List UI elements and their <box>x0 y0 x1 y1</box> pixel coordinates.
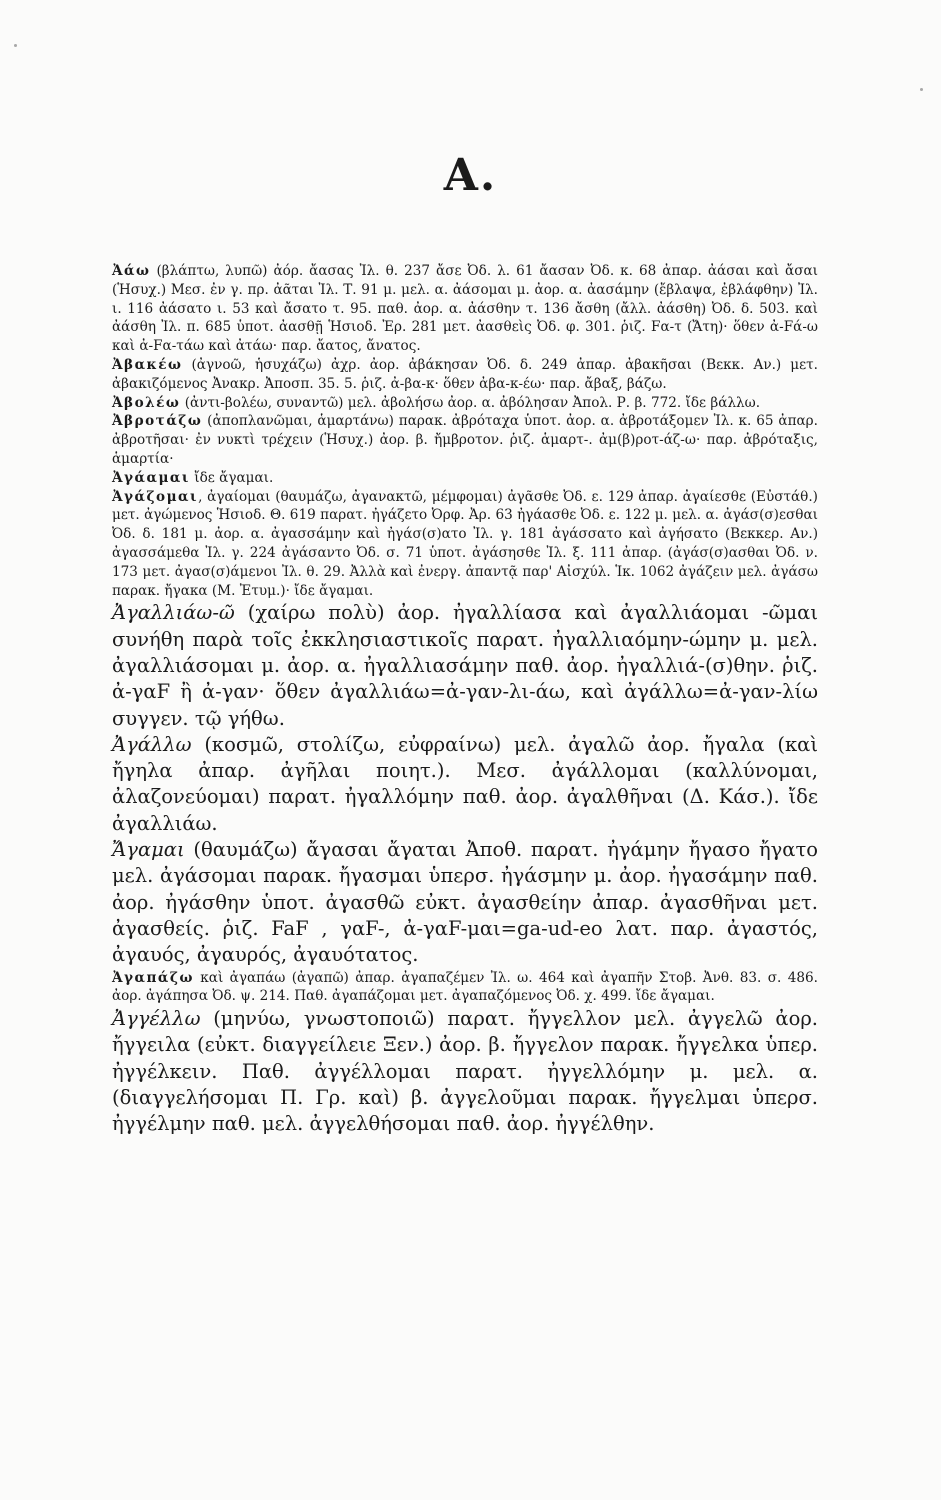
entry-headword: Ἀάω <box>112 263 151 279</box>
entry-definition: (χαίρω πολὺ) ἀορ. ἠγαλλίασα καὶ ἀγαλλιάομαι -ῶμαι συνήθη παρὰ τοῖς ἐκκλησιαστικοῖς παρατ. ἠγαλλιαόμην-ώμην μ. μελ. ἀγαλλιάσομαι μ. ἀορ. α. ἠγαλλιασάμην παθ. ἀορ. ἠγαλλιά-(σ)θην. ῥιζ. ἀ-γαF ἢ ἀ-γαν· ὅθεν ἀγαλλιάω=ἀ-γαν-λι-άω, καὶ ἀγάλλω=ἀ-γαν-λίω συγγεν. τῷ γήθω. <box>112 601 818 730</box>
entry-definition: καὶ ἀγαπάω (ἀγαπῶ) ἀπαρ. ἀγαπαζέμεν Ἰλ. ω. 464 καὶ ἀγαπῆν Στοβ. Ἀνθ. 83. σ. 486. ἀορ. ἀγάπησα Ὀδ. ψ. 214. Παθ. ἀγαπάζομαι μετ. ἀγαπαζόμενος Ὀδ. χ. 499. ἴδε ἄγαμαι. <box>112 969 818 1005</box>
entry-definition: ἴδε ἄγαμαι. <box>189 469 274 486</box>
entries-group-large-2 <box>112 1006 818 1137</box>
dictionary-entry <box>112 412 818 468</box>
entry-headword: Ἀγγέλλω <box>112 1007 201 1031</box>
entries-group-large-1 <box>112 600 818 968</box>
section-letter-heading: A. <box>443 150 498 201</box>
entry-definition: (ἀγνοῶ, ἡσυχάζω) ἀχρ. ἀορ. ἀβάκησαν Ὀδ. δ. 249 ἀπαρ. ἀβακῆσαι (Βεκκ. Αν.) μετ. ἀβακιζόμενος Ἀνακρ. Ἀποσπ. 35. 5. ῥιζ. ἀ-βα-κ· ὅθεν ἀβα-κ-έω· παρ. ἄβαξ, βάζω. <box>112 356 818 392</box>
entry-headword: Ἀβολέω <box>112 394 181 411</box>
dictionary-entry <box>112 488 818 601</box>
dictionary-entry <box>112 469 818 488</box>
entry-definition: , ἀγαίομαι (θαυμάζω, ἀγανακτῶ, μέμφομαι) ἀγᾶσθε Ὀδ. ε. 129 ἀπαρ. ἀγαίεσθε (Εὐστάθ.) μετ. ἀγώμενος Ἡσιοδ. Θ. 619 παρατ. ἠγάζετο Ὀρφ. Ἀρ. 63 ἠγάασθε Ὀδ. ε. 122 μ. μελ. α. ἀγάσ(σ)εσθαι Ὀδ. δ. 181 μ. ἀορ. α. ἀγασσάμην καὶ ἠγάσ(σ)ατο Ἰλ. γ. 181 ἀγάσσατο καὶ ἀγήσατο (Βεκκερ. Αν.) ἀγασσάμεθα Ἰλ. γ. 224 ἀγάσαντο Ὀδ. σ. 71 ὑποτ. ἀγάσησθε Ἰλ. ξ. 111 ἀπαρ. (ἀγάσ(σ)ασθαι Ὀδ. ν. 173 μετ. ἀγασ(σ)άμενοι Ἰλ. θ. 29. Ἀλλὰ καὶ ἐνεργ. ἀπαντᾷ παρ' Αἰσχύλ. Ἱκ. 1062 ἀγάζειν μελ. ἀγάσω παρακ. ἤγακα (Μ. Ἐτυμ.)· ἴδε ἄγαμαι. <box>112 488 818 599</box>
entries-group-small-1 <box>112 262 818 600</box>
entry-definition: (ἀντι-βολέω, συναντῶ) μελ. ἀβολήσω ἀορ. α. ἀβόλησαν Ἀπολ. Ρ. β. 772. ἴδε βάλλω. <box>180 394 761 411</box>
entry-headword: Ἀγάλλω <box>112 732 192 756</box>
dictionary-entry <box>112 969 818 1007</box>
dictionary-entry <box>112 837 818 968</box>
entry-definition: (ἀποπλανῶμαι, ἁμαρτάνω) παρακ. ἀβρόταχα ὑποτ. ἀορ. α. ἀβροτάξομεν Ἰλ. κ. 65 ἀπαρ. ἀβροτῆσαι· ἐν νυκτὶ τρέχειν (Ἡσυχ.) ἀορ. β. ἤμβροτον. ῥιζ. ἁμαρτ-. ἀμ(β)ροτ-άζ-ω· παρ. ἀβρόταξις, ἁμαρτία· <box>112 413 818 467</box>
dictionary-entry <box>112 262 818 356</box>
scan-speck <box>920 88 923 91</box>
dictionary-entry <box>112 356 818 394</box>
entry-headword: Ἀγαλλιάω-ῶ <box>112 601 235 625</box>
entry-headword: Ἀγαπάζω <box>112 969 194 986</box>
scan-speck <box>14 44 17 47</box>
entry-definition: (θαυμάζω) ἄγασαι ἄγαται Ἀποθ. παρατ. ἠγάμην ἤγασο ἤγατο μελ. ἀγάσομαι παρακ. ἤγασμαι ὑπερσ. ἠγάσμην μ. ἀορ. ἠγασάμην παθ. ἀορ. ἠγάσθην ὑποτ. ἀγασθῶ εὐκτ. ἀγασθείην ἀπαρ. ἀγασθῆναι μετ. ἀγασθείς. ῥιζ. FaF , γαF-, ἀ-γαF-μαι=ga-ud-eo λατ. παρ. ἀγαστός, ἀγαυός, ἀγαυρός, ἀγαυότατος. <box>112 838 818 967</box>
dictionary-entry <box>112 1006 818 1137</box>
dictionary-entry <box>112 600 818 731</box>
entries-group-small-2 <box>112 969 818 1007</box>
dictionary-entry <box>112 394 818 413</box>
entry-headword: Ἀγάζομαι <box>112 488 199 505</box>
entry-headword: Ἄγαμαι <box>112 838 185 862</box>
dictionary-entry <box>112 732 818 837</box>
entry-headword: Ἀβροτάζω <box>112 413 203 430</box>
entry-headword: Ἀγάαμαι <box>112 469 190 486</box>
entry-definition: (κοσμῶ, στολίζω, εὐφραίνω) μελ. ἀγαλῶ ἀορ. ἤγαλα (καὶ ἤγηλα ἀπαρ. ἀγῆλαι ποιητ.). Μεσ. ἀγάλλομαι (καλλύνομαι, ἀλαζονεύομαι) παρατ. ἠγαλλόμην παθ. ἀορ. ἀγαλθῆναι (Δ. Κάσ.). ἴδε ἀγαλλιάω. <box>112 732 818 835</box>
entries-column <box>112 262 818 1138</box>
entry-definition: (μηνύω, γνωστοποιῶ) παρατ. ἤγγελλον μελ. ἀγγελῶ ἀορ. ἤγγειλα (εὐκτ. διαγγείλειε Ξεν.) ἀορ. β. ἤγγελον παρακ. ἤγγελκα ὑπερ. ἠγγέλκειν. Παθ. ἀγγέλλομαι παρατ. ἠγγελλόμην μ. μελ. α. (διαγγελήσομαι Π. Γρ. καὶ) β. ἀγγελοῦμαι παρακ. ἤγγελμαι ὑπερσ. ἠγγέλμην παθ. μελ. ἀγγελθήσομαι παθ. ἀορ. ἠγγέλθην. <box>112 1007 818 1136</box>
entry-headword: Ἀβακέω <box>112 356 183 373</box>
entry-definition: (βλάπτω, λυπῶ) ἀόρ. ἄασας Ἰλ. θ. 237 ἄσε Ὀδ. λ. 61 ἄασαν Ὀδ. κ. 68 ἀπαρ. ἀάσαι καὶ ἄσαι (Ἡσυχ.) Μεσ. ἐν γ. πρ. ἀᾶται Ἰλ. Τ. 91 μ. μελ. α. ἀάσομαι μ. ἀορ. α. ἀασάμην (ἔβλαψα, ἐβλάφθην) Ἰλ. ι. 116 ἀάσατο ι. 53 καὶ ἄσατο τ. 95. παθ. ἀορ. α. ἀάσθην τ. 136 ἄσθη (ἄλλ. ἀάσθη) Ὀδ. δ. 503. καὶ ἀάσθη Ἰλ. π. 685 ὑποτ. ἀασθῇ Ἡσιοδ. Ἐρ. 281 μετ. ἀασθεὶς Ὀδ. φ. 301. ῥιζ. Fα-τ (Ἄτη)· ὅθεν ἀ-Fά-ω καὶ ἀ-Fα-τάω καὶ ἀτάω· παρ. ἄατος, ἄνατος. <box>112 263 818 355</box>
